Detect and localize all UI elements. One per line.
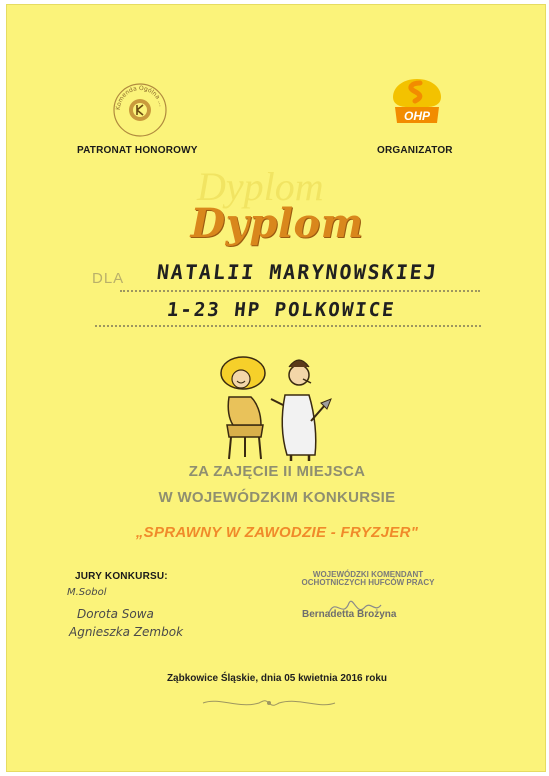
jury-signature-3: Agnieszka Zembok [69, 625, 184, 639]
commander-title-line2: OCHOTNICZYCH HUFCÓW PRACY [301, 578, 435, 587]
award-place: ZA ZAJĘCIE II MIEJSCA [188, 463, 366, 480]
ornament-divider-icon [199, 695, 339, 711]
jury-signature-1: M.Sobol [67, 587, 107, 598]
jury-label: JURY KONKURSU: [75, 571, 168, 582]
patronat-label: PATRONAT HONOROWY [77, 145, 198, 156]
recipient-name: NATALII MARYNOWSKIEJ [155, 260, 440, 284]
diploma-title: Dyplom [190, 200, 364, 247]
organizator-label: ORGANIZATOR [377, 145, 453, 156]
jury-signature-2: Dorota Sowa [77, 607, 154, 621]
recipient-dotted-line [120, 290, 480, 292]
diploma-sheet [6, 4, 546, 772]
svg-text:OHP: OHP [403, 109, 431, 123]
place-and-date: Ząbkowice Śląskie, dnia 05 kwietnia 2016 roku [166, 673, 388, 684]
round-seal-logo-icon [111, 81, 169, 139]
award-contest: W WOJEWÓDZKIM KONKURSIE [158, 489, 396, 506]
svg-text:Komenda Ogólna ... we Wrocławi: Komenda Ogólna ... [114, 84, 165, 111]
commander-name: Bernadetta Brożyna [302, 609, 397, 620]
school-dotted-line [95, 325, 481, 327]
dla-label: DLA [92, 270, 125, 287]
ghost-title-watermark: Dyplom [197, 164, 324, 209]
hairdresser-illustration-icon [217, 345, 337, 463]
recipient-school: 1-23 HP POLKOWICE [165, 299, 397, 321]
commander-title [293, 571, 443, 587]
commander-title-line1: WOJEWÓDZKI KOMENDANT [312, 570, 424, 579]
ohp-logo-icon [387, 75, 447, 133]
award-subject: „SPRAWNY W ZAWODZIE - FRYZJER" [135, 524, 419, 541]
